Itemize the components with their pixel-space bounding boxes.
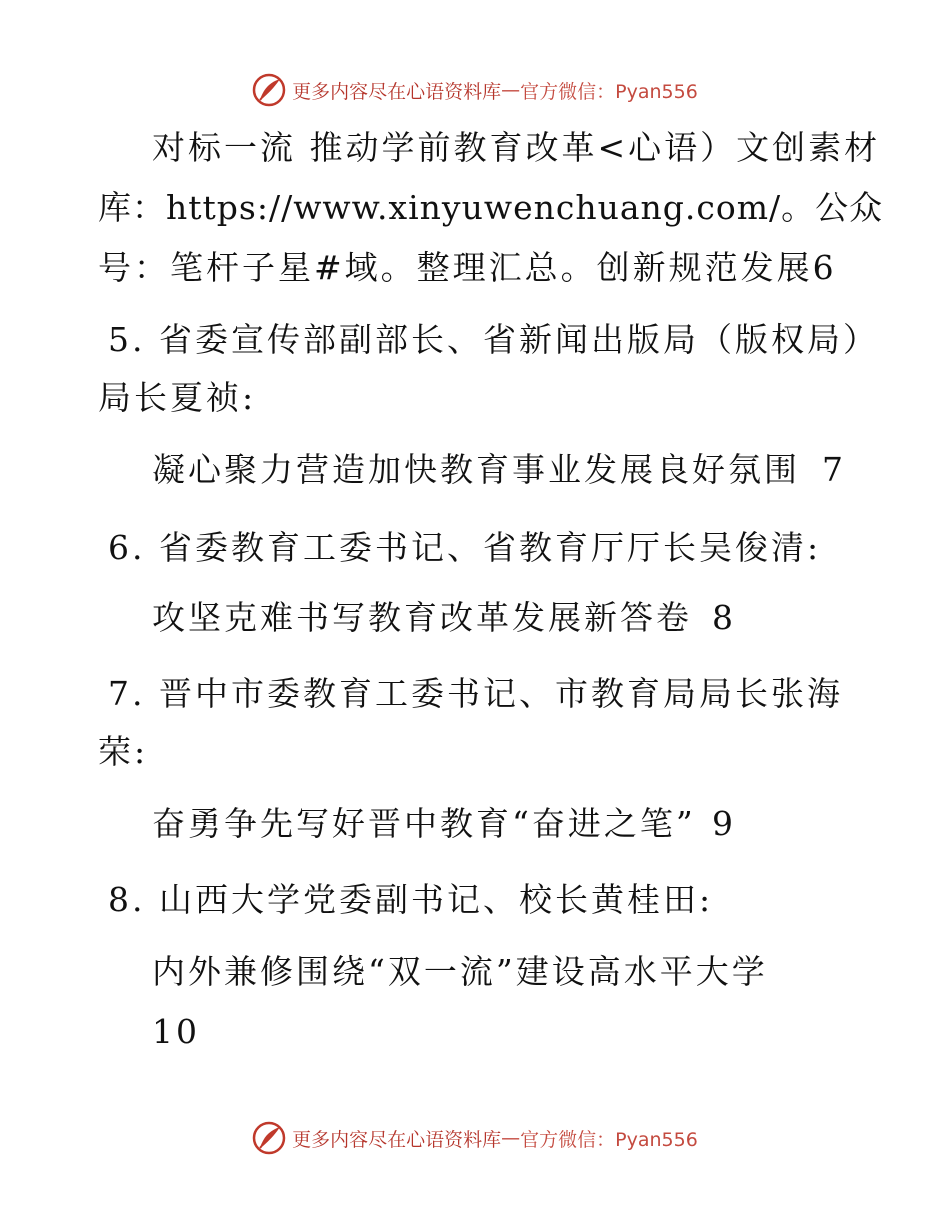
- entry-5-speaker-line-2: 局长夏祯:: [98, 378, 257, 417]
- entry-5-number: 5.: [108, 320, 146, 359]
- entry-7-speaker-line-1: [108, 672, 843, 716]
- entry-7-page: 9: [712, 804, 736, 843]
- entry-5-speaker-line-1: [108, 318, 879, 362]
- entry-6-page: 8: [712, 598, 736, 637]
- entry-8-number: 8.: [108, 880, 146, 919]
- watermark-main-text: 更多内容尽在心语资料库: [292, 80, 502, 103]
- entry-6-speaker-line-1: [108, 526, 821, 570]
- entry-6-number: 6.: [108, 528, 146, 567]
- entry-7-speaker-line-2: 荣:: [98, 732, 149, 771]
- entry-5-title: 凝心聚力营造加快教育事业发展良好氛围: [152, 450, 800, 489]
- entry-8-page: 10: [152, 1012, 200, 1051]
- watermark-sub-text: 官方微信：Pyan556: [520, 1128, 698, 1151]
- entry-8-speaker: 山西大学党委副书记、校长黄桂田:: [159, 880, 714, 919]
- quill-logo-icon: [252, 1121, 286, 1155]
- intro-line-2: 库：https://www.xinyuwenchuang.com/。公众: [98, 188, 884, 227]
- entry-8-title: 内外兼修围绕“双一流”建设高水平大学: [152, 952, 768, 991]
- entry-7-number: 7.: [108, 674, 146, 713]
- quill-logo-icon: [252, 73, 286, 107]
- entry-6-title: 攻坚克难书写教育改革发展新答卷: [152, 598, 692, 637]
- entry-5-page: 7: [822, 450, 846, 489]
- footer-watermark: [0, 1118, 950, 1158]
- entry-8-speaker-line-1: [108, 878, 713, 922]
- entry-7-title: 奋勇争先写好晋中教育“奋进之笔”: [152, 804, 696, 843]
- intro-line-1: 对标一流 推动学前教育改革<心语）文创素材: [152, 128, 881, 167]
- watermark-dash: —: [501, 1127, 521, 1149]
- watermark-main-text: 更多内容尽在心语资料库: [292, 1128, 502, 1151]
- watermark-sub-text: 官方微信：Pyan556: [520, 80, 698, 103]
- entry-5-speaker: 省委宣传部副部长、省新闻出版局（版权局）: [159, 320, 879, 359]
- header-watermark: [0, 70, 950, 110]
- watermark-dash: —: [501, 79, 521, 101]
- entry-6-speaker: 省委教育工委书记、省教育厅厅长吴俊清:: [159, 528, 822, 567]
- entry-7-speaker: 晋中市委教育工委书记、市教育局局长张海: [159, 674, 843, 713]
- intro-line-3: 号：笔杆子星#域。整理汇总。创新规范发展6: [98, 248, 837, 287]
